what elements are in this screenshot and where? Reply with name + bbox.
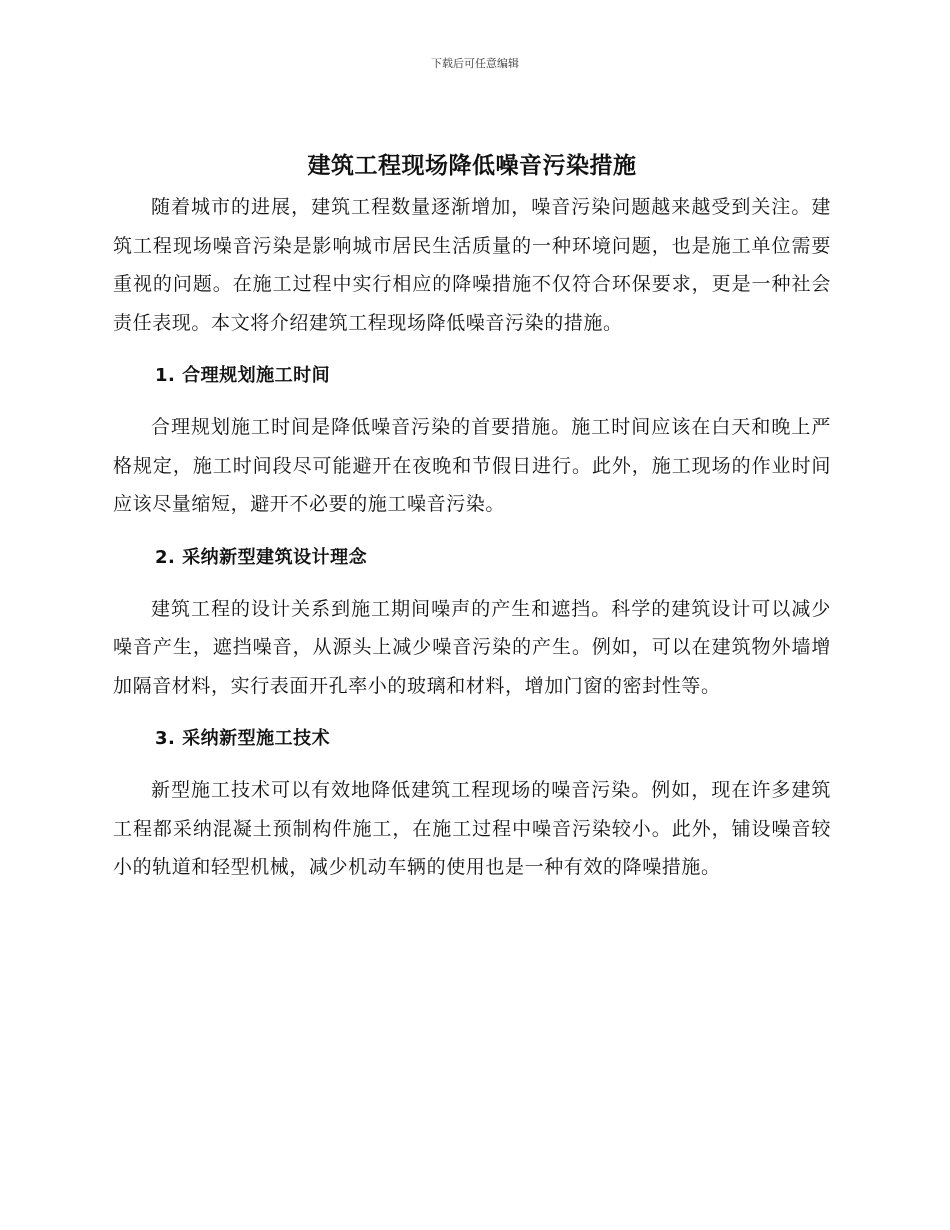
- section-heading: 2. 采纳新型建筑设计理念: [155, 546, 368, 568]
- header-note: 下载后可任意编辑: [431, 57, 519, 70]
- section-2: [113, 542, 831, 706]
- section-heading: 3. 采纳新型施工技术: [155, 728, 331, 749]
- intro-paragraph: 随着城市的进展，建筑工程数量逐渐增加，噪音污染问题越来越受到关注。建筑工程现场噪音污染是影响城市居民生活质量的一种环境问题，也是施工单位需要重视的问题。在施工过程中实行相应的降噪措施不仅符合环保要求，更是一种社会责任表现。本文将介绍建筑工程现场降低噪音污染的措施。: [113, 196, 831, 334]
- section-3: [113, 723, 831, 887]
- section-1: [113, 360, 831, 524]
- section-heading: 1. 合理规划施工时间: [155, 365, 331, 386]
- section-paragraph: 新型施工技术可以有效地降低建筑工程现场的噪音污染。例如，现在许多建筑工程都采纳混凝土预制构件施工，在施工过程中噪音污染较小。此外，铺设噪音较小的轨道和轻型机械，减少机动车辆的使用也是一种有效的降噪措施。: [113, 779, 831, 878]
- document-title: 建筑工程现场降低噪音污染措施: [307, 153, 637, 179]
- section-paragraph: 建筑工程的设计关系到施工期间噪声的产生和遮挡。科学的建筑设计可以减少噪音产生，遮挡噪音，从源头上减少噪音污染的产生。例如，可以在建筑物外墙增加隔音材料，实行表面开孔率小的玻璃和材料，增加门窗的密封性等。: [113, 597, 831, 697]
- section-paragraph: 合理规划施工时间是降低噪音污染的首要措施。施工时间应该在白天和晚上严格规定，施工时间段尽可能避开在夜晚和节假日进行。此外，施工现场的作业时间应该尽量缩短，避开不必要的施工噪音污染。: [113, 416, 831, 515]
- document-content: [113, 148, 831, 887]
